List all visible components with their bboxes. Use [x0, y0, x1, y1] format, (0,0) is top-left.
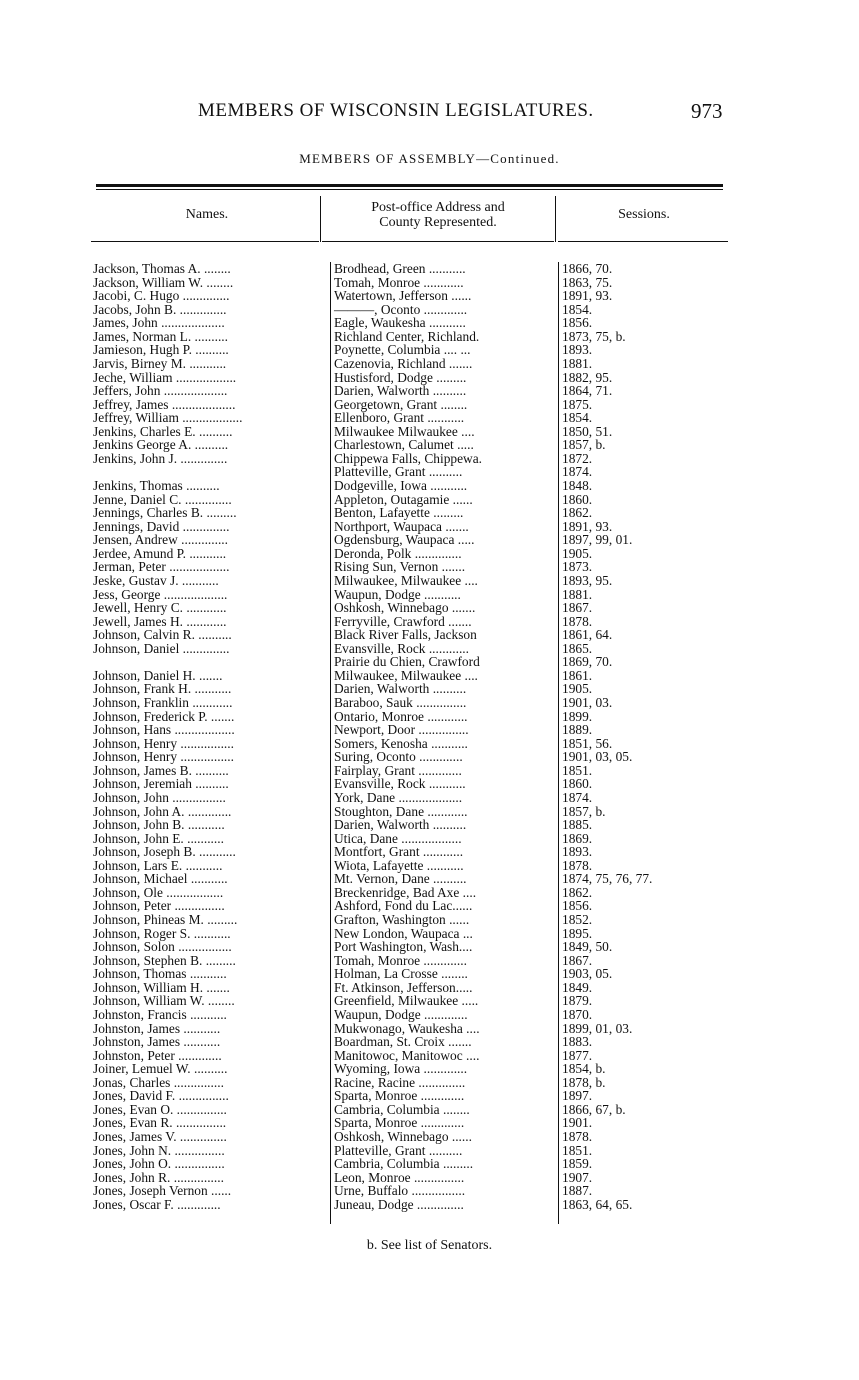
member-sessions: 1899.: [562, 708, 593, 724]
member-address: ———, Oconto .............: [334, 301, 468, 317]
member-address: Chippewa Falls, Chippewa.: [334, 450, 483, 466]
table-row: [0, 1049, 859, 1063]
member-name: Jenkins George A. ..........: [93, 437, 229, 453]
member-name: Jeffrey, William ..................: [93, 410, 243, 426]
member-address: Georgetown, Grant ........: [334, 396, 468, 412]
member-name: Jones, Evan O. ...............: [93, 1101, 227, 1117]
member-sessions: 1848.: [562, 478, 593, 493]
member-name: Jennings, Charles B. .........: [93, 505, 237, 521]
member-address: Leon, Monroe ...............: [334, 1169, 465, 1185]
member-sessions: 1905.: [562, 545, 593, 561]
member-name: Johnson, Daniel H. .......: [93, 667, 223, 683]
table-row: [0, 628, 859, 642]
column-header-sessions: Sessions.: [618, 207, 670, 222]
member-name: Jess, George ...................: [93, 586, 228, 602]
table-row: [0, 927, 859, 941]
table-row: [0, 547, 859, 561]
member-name: Johnson, Solon ................: [93, 939, 232, 955]
table-row: [0, 588, 859, 602]
member-address: Sparta, Monroe .............: [334, 1115, 465, 1131]
top-rule-thick: [96, 184, 723, 187]
table-row: [0, 981, 859, 995]
table-row: [0, 465, 859, 479]
column-header-address-line1: Post-office Address and: [371, 200, 505, 215]
table-row: [0, 967, 859, 981]
table-row: [0, 723, 859, 737]
member-sessions: 1850, 51.: [562, 423, 613, 439]
member-name: Jensen, Andrew ..............: [93, 532, 229, 548]
member-sessions: 1873, 75, b.: [562, 328, 626, 344]
member-sessions: 1885.: [562, 817, 593, 833]
member-sessions: 1878.: [562, 613, 593, 629]
table-row: [0, 438, 859, 452]
member-address: Tomah, Monroe ............: [334, 274, 464, 290]
member-sessions: 1864, 71.: [562, 383, 613, 399]
member-address: Darien, Walworth ..........: [334, 681, 467, 697]
member-address: Darien, Walworth ..........: [334, 383, 467, 399]
member-sessions: 1907.: [562, 1169, 593, 1185]
table-row: [0, 330, 859, 344]
section-subtitle: MEMBERS OF ASSEMBLY—Continued.: [299, 151, 560, 166]
member-address: Charlestown, Calumet .....: [334, 437, 474, 453]
member-name: Johnson, Peter ...............: [93, 898, 225, 914]
member-address: Montfort, Grant ............: [334, 844, 464, 860]
table-row: [0, 1022, 859, 1036]
member-name: Joiner, Lemuel W. ..........: [93, 1061, 228, 1077]
member-address: Ashford, Fond du Lac......: [334, 898, 473, 914]
member-sessions: 1883.: [562, 1034, 593, 1050]
table-row: [0, 886, 859, 900]
table-row: [0, 737, 859, 751]
member-address: Grafton, Washington ......: [334, 912, 470, 927]
member-name: Jarvis, Birney M. ...........: [93, 355, 227, 371]
member-sessions: 1851, 56.: [562, 735, 613, 751]
member-sessions: 1856.: [562, 315, 593, 331]
header-underline-address: [322, 241, 554, 242]
member-name: Johnson, Franklin ............: [93, 695, 233, 710]
header-underline-sessions: [558, 241, 728, 242]
member-address: New London, Waupaca ...: [334, 925, 473, 941]
member-sessions: 1905.: [562, 681, 593, 697]
member-address: Somers, Kenosha ...........: [334, 735, 468, 751]
member-address: Tomah, Monroe .............: [334, 952, 467, 968]
table-row: [0, 1008, 859, 1022]
member-name: Johnson, Thomas ...........: [93, 966, 227, 982]
table-row: [0, 1035, 859, 1049]
member-address: Platteville, Grant ..........: [334, 1142, 463, 1158]
table-row: [0, 710, 859, 724]
member-sessions: 1878.: [562, 857, 593, 873]
member-address: Rising Sun, Vernon .......: [334, 559, 466, 575]
member-sessions: 1862.: [562, 884, 593, 900]
table-row: [0, 289, 859, 303]
member-sessions: 1881.: [562, 355, 593, 371]
member-sessions: 1869, 70.: [562, 654, 613, 670]
table-row: [0, 357, 859, 371]
table-row: [0, 1157, 859, 1171]
member-sessions: 1879.: [562, 993, 593, 1009]
table-row: [0, 1103, 859, 1117]
member-name: Johnson, Daniel ..............: [93, 640, 230, 656]
table-row: [0, 642, 859, 656]
member-name: Jeffers, John ...................: [93, 383, 228, 399]
table-row: [0, 1089, 859, 1103]
member-sessions: 1857, b.: [562, 437, 606, 453]
table-row: [0, 452, 859, 466]
member-sessions: 1891, 93.: [562, 288, 613, 304]
member-name: Jones, James V. ..............: [93, 1129, 227, 1144]
member-address: Cambria, Columbia ........: [334, 1101, 470, 1117]
member-address: Darien, Walworth ..........: [334, 817, 467, 833]
member-name: Johnson, Hans ..................: [93, 722, 235, 738]
member-name: Jones, Evan R. ...............: [93, 1115, 227, 1131]
member-address: Mukwonago, Waukesha ....: [334, 1020, 480, 1036]
member-sessions: 1867.: [562, 600, 593, 616]
member-sessions: 1854.: [562, 410, 593, 426]
member-address: Watertown, Jefferson ......: [334, 288, 472, 304]
member-name: Johnson, Henry ................: [93, 749, 234, 765]
member-name: Jennings, David ..............: [93, 518, 230, 534]
member-sessions: 1867.: [562, 952, 593, 968]
member-name: Jeffrey, James ...................: [93, 396, 236, 412]
member-name: Johnson, James B. ..........: [93, 762, 229, 778]
table-row: [0, 791, 859, 805]
member-name: Jacobi, C. Hugo ..............: [93, 288, 230, 304]
member-address: Manitowoc, Manitowoc ....: [334, 1047, 480, 1063]
member-name: Jenkins, Thomas ..........: [93, 478, 220, 493]
member-name: Johnson, John ................: [93, 789, 226, 805]
member-sessions: 1893.: [562, 844, 593, 860]
table-row: [0, 764, 859, 778]
table-row: [0, 316, 859, 330]
member-sessions: 1860.: [562, 776, 593, 792]
table-row: [0, 832, 859, 846]
member-sessions: 1854, b.: [562, 1061, 606, 1077]
member-address: Appleton, Outagamie ......: [334, 491, 473, 507]
member-name: Johnson, John B. ...........: [93, 817, 225, 833]
member-name: Johnson, Phineas M. .........: [93, 912, 238, 927]
member-address: Stoughton, Dane ............: [334, 803, 468, 819]
column-header-address: [322, 200, 554, 230]
member-address: Brodhead, Green ...........: [334, 261, 466, 276]
member-address: Mt. Vernon, Dane ..........: [334, 871, 467, 887]
member-sessions: 1854.: [562, 301, 593, 317]
member-address: Black River Falls, Jackson: [334, 627, 477, 643]
table-row: [0, 845, 859, 859]
table-row: [0, 1198, 859, 1212]
member-sessions: 1849, 50.: [562, 939, 613, 955]
member-address: Northport, Waupaca .......: [334, 518, 469, 534]
member-sessions: 1859.: [562, 1156, 593, 1172]
member-address: Utica, Dane ..................: [334, 830, 462, 846]
member-address: Cazenovia, Richland .......: [334, 355, 473, 371]
member-address: Benton, Lafayette .........: [334, 505, 464, 521]
member-name: Johnson, Joseph B. ...........: [93, 844, 236, 860]
table-row: [0, 506, 859, 520]
member-address: Evansville, Rock ...........: [334, 776, 466, 792]
table-row: [0, 805, 859, 819]
table-row: [0, 1116, 859, 1130]
header-underline-names: [91, 241, 319, 242]
member-sessions: 1903, 05.: [562, 966, 613, 982]
member-name: Johnson, William H. .......: [93, 979, 230, 995]
member-name: Jones, John R. ...............: [93, 1169, 224, 1185]
member-name: Jones, David F. ...............: [93, 1088, 229, 1104]
member-sessions: 1861, 64.: [562, 627, 613, 643]
member-sessions: 1899, 01, 03.: [562, 1020, 633, 1036]
table-row: [0, 493, 859, 507]
table-row: [0, 276, 859, 290]
table-row: [0, 1076, 859, 1090]
member-name: Jackson, Thomas A. ........: [93, 261, 231, 276]
member-sessions: 1872.: [562, 450, 593, 466]
member-sessions: 1878.: [562, 1129, 593, 1144]
member-sessions: 1897, 99, 01.: [562, 532, 633, 548]
member-name: Johnston, Francis ...........: [93, 1006, 227, 1022]
member-sessions: 1873.: [562, 559, 593, 575]
table-row: [0, 343, 859, 357]
member-address: Ferryville, Crawford .......: [334, 613, 472, 629]
table-row: [0, 1184, 859, 1198]
member-sessions: 1895.: [562, 925, 593, 941]
member-sessions: 1874.: [562, 789, 593, 805]
table-row: [0, 655, 859, 669]
table-row: [0, 1130, 859, 1144]
member-address: Urne, Buffalo ................: [334, 1183, 466, 1199]
table-row: [0, 371, 859, 385]
member-address: Deronda, Polk ..............: [334, 545, 462, 561]
member-address: Milwaukee, Milwaukee ....: [334, 572, 478, 588]
member-address: Milwaukee, Milwaukee ....: [334, 667, 478, 683]
member-sessions: 1897.: [562, 1088, 593, 1104]
member-sessions: 1849.: [562, 979, 593, 995]
table-row: [0, 560, 859, 574]
table-row: [0, 520, 859, 534]
member-address: York, Dane ...................: [334, 789, 463, 805]
member-name: Johnston, James ...........: [93, 1034, 221, 1050]
member-address: Waupun, Dodge ...........: [334, 586, 461, 602]
table-row: [0, 954, 859, 968]
table-row: [0, 398, 859, 412]
member-address: Ft. Atkinson, Jefferson.....: [334, 979, 473, 995]
member-address: Holman, La Crosse ........: [334, 966, 468, 982]
member-address: Racine, Racine ..............: [334, 1074, 466, 1090]
member-address: Ontario, Monroe ............: [334, 708, 468, 724]
member-address: Poynette, Columbia .... ...: [334, 342, 471, 358]
table-row: [0, 411, 859, 425]
table-row: [0, 1171, 859, 1185]
member-address: Suring, Oconto .............: [334, 749, 463, 765]
member-sessions: 1891, 93.: [562, 518, 613, 534]
member-sessions: 1870.: [562, 1006, 593, 1022]
member-sessions: 1875.: [562, 396, 593, 412]
table-row: [0, 872, 859, 886]
table-row: [0, 303, 859, 317]
column-divider-right: [555, 196, 556, 242]
member-name: Jerdee, Amund P. ...........: [93, 545, 227, 561]
member-sessions: 1863, 75.: [562, 274, 613, 290]
member-name: Jenkins, Charles E. ..........: [93, 423, 233, 439]
member-address: Cambria, Columbia .........: [334, 1156, 474, 1172]
table-row: [0, 1144, 859, 1158]
member-address: Platteville, Grant ..........: [334, 464, 463, 480]
member-sessions: 1893, 95.: [562, 572, 613, 588]
table-row: [0, 682, 859, 696]
member-sessions: 1861.: [562, 667, 593, 683]
member-table: [0, 262, 859, 1211]
table-row: [0, 479, 859, 493]
member-name: Jewell, Henry C. ............: [93, 600, 227, 616]
member-sessions: 1878, b.: [562, 1074, 606, 1090]
table-row: [0, 994, 859, 1008]
member-name: Jewell, James H. ............: [93, 613, 227, 629]
member-sessions: 1882, 95.: [562, 369, 613, 385]
table-row: [0, 533, 859, 547]
table-row: [0, 859, 859, 873]
column-header-address-line2: County Represented.: [379, 215, 497, 230]
member-name: Johnson, Frederick P. .......: [93, 708, 235, 724]
member-sessions: 1866, 67, b.: [562, 1101, 626, 1117]
table-row: [0, 615, 859, 629]
table-row: [0, 899, 859, 913]
top-rule-thin: [96, 189, 723, 190]
member-address: Milwaukee Milwaukee ....: [334, 423, 475, 439]
column-header-names: Names.: [185, 207, 229, 222]
member-sessions: 1857, b.: [562, 803, 606, 819]
member-address: Eagle, Waukesha ...........: [334, 315, 466, 331]
table-row: [0, 913, 859, 927]
member-name: James, John ...................: [93, 315, 225, 331]
member-address: Greenfield, Milwaukee .....: [334, 993, 479, 1009]
table-row: [0, 1062, 859, 1076]
member-sessions: 1874.: [562, 464, 593, 480]
member-address: Wiota, Lafayette ...........: [334, 857, 464, 873]
member-name: Johnson, Stephen B. .........: [93, 952, 236, 968]
member-name: Johnson, Michael ...........: [93, 871, 228, 887]
member-address: Richland Center, Richland.: [334, 328, 480, 344]
member-name: Johnson, Lars E. ...........: [93, 857, 223, 873]
member-address: Hustisford, Dodge .........: [334, 369, 467, 385]
member-sessions: 1901, 03, 05.: [562, 749, 633, 765]
member-address: Wyoming, Iowa .............: [334, 1061, 468, 1077]
table-row: [0, 425, 859, 439]
member-name: Jackson, William W. ........: [93, 274, 234, 290]
member-name: Jones, Joseph Vernon ......: [93, 1183, 232, 1199]
member-name: Johnson, Ole .................: [93, 884, 224, 900]
member-name: Jonas, Charles ...............: [93, 1074, 224, 1090]
member-name: Johnson, Jeremiah ..........: [93, 776, 229, 792]
member-sessions: 1901.: [562, 1115, 593, 1131]
member-address: Waupun, Dodge .............: [334, 1006, 468, 1022]
member-name: Jones, John N. ...............: [93, 1142, 225, 1158]
member-name: Jenkins, John J. ..............: [93, 450, 228, 466]
member-address: Breckenridge, Bad Axe ....: [334, 884, 477, 900]
member-sessions: 1869.: [562, 830, 593, 846]
member-sessions: 1852.: [562, 912, 593, 927]
member-name: Jamieson, Hugh P. ..........: [93, 342, 229, 358]
table-row: [0, 669, 859, 683]
table-row: [0, 601, 859, 615]
member-name: Jeche, William ..................: [93, 369, 237, 385]
member-name: Johnson, William W. ........: [93, 993, 235, 1009]
member-name: Jacobs, John B. ..............: [93, 301, 227, 317]
member-address: Port Washington, Wash....: [334, 939, 473, 955]
member-sessions: 1887.: [562, 1183, 593, 1199]
member-sessions: 1877.: [562, 1047, 593, 1063]
table-row: [0, 574, 859, 588]
table-row: [0, 262, 859, 276]
member-name: Jeske, Gustav J. ...........: [93, 572, 219, 588]
member-address: Oshkosh, Winnebago ......: [334, 1129, 472, 1144]
member-name: Jenne, Daniel C. ..............: [93, 491, 232, 507]
member-address: Ogdensburg, Waupaca .....: [334, 532, 475, 548]
member-name: Johnson, John A. .............: [93, 803, 232, 819]
page-number: 973: [691, 99, 723, 123]
member-name: Johnson, John E. ...........: [93, 830, 224, 846]
member-sessions: 1860.: [562, 491, 593, 507]
table-row: [0, 384, 859, 398]
member-address: Ellenboro, Grant ...........: [334, 410, 465, 426]
member-name: Jones, Oscar F. .............: [93, 1196, 221, 1212]
member-sessions: 1863, 64, 65.: [562, 1196, 633, 1212]
member-sessions: 1851.: [562, 1142, 593, 1158]
member-sessions: 1851.: [562, 762, 593, 778]
member-sessions: 1874, 75, 76, 77.: [562, 871, 653, 887]
member-sessions: 1866, 70.: [562, 261, 613, 276]
member-name: Jones, John O. ...............: [93, 1156, 225, 1172]
member-address: Prairie du Chien, Crawford: [334, 654, 480, 670]
member-sessions: 1881.: [562, 586, 593, 602]
member-address: Evansville, Rock ............: [334, 640, 470, 656]
member-name: James, Norman L. ..........: [93, 328, 228, 344]
column-divider-left: [320, 196, 321, 242]
member-name: Johnston, James ...........: [93, 1020, 221, 1036]
member-sessions: 1889.: [562, 722, 593, 738]
member-name: Johnston, Peter .............: [93, 1047, 222, 1063]
member-name: Johnson, Frank H. ...........: [93, 681, 232, 697]
member-address: Juneau, Dodge ..............: [334, 1196, 464, 1212]
member-address: Newport, Door ...............: [334, 722, 469, 738]
table-row: [0, 696, 859, 710]
member-name: Johnson, Calvin R. ..........: [93, 627, 232, 643]
member-address: Oshkosh, Winnebago .......: [334, 600, 476, 616]
member-address: Baraboo, Sauk ...............: [334, 695, 467, 710]
member-address: Boardman, St. Croix .......: [334, 1034, 472, 1050]
table-row: [0, 777, 859, 791]
member-address: Sparta, Monroe .............: [334, 1088, 465, 1104]
member-name: Johnson, Henry ................: [93, 735, 234, 751]
member-address: Dodgeville, Iowa ...........: [334, 478, 468, 493]
table-row: [0, 940, 859, 954]
member-sessions: 1893.: [562, 342, 593, 358]
member-name: Johnson, Roger S. ...........: [93, 925, 231, 941]
footnote: b. See list of Senators.: [366, 1238, 493, 1253]
member-name: Jerman, Peter ..................: [93, 559, 230, 575]
table-row: [0, 818, 859, 832]
member-address: Fairplay, Grant .............: [334, 762, 462, 778]
page-header-title: MEMBERS OF WISCONSIN LEGISLATURES.: [198, 100, 594, 121]
table-row: [0, 750, 859, 764]
member-sessions: 1901, 03.: [562, 695, 613, 710]
member-sessions: 1856.: [562, 898, 593, 914]
member-sessions: 1862.: [562, 505, 593, 521]
member-sessions: 1865.: [562, 640, 593, 656]
